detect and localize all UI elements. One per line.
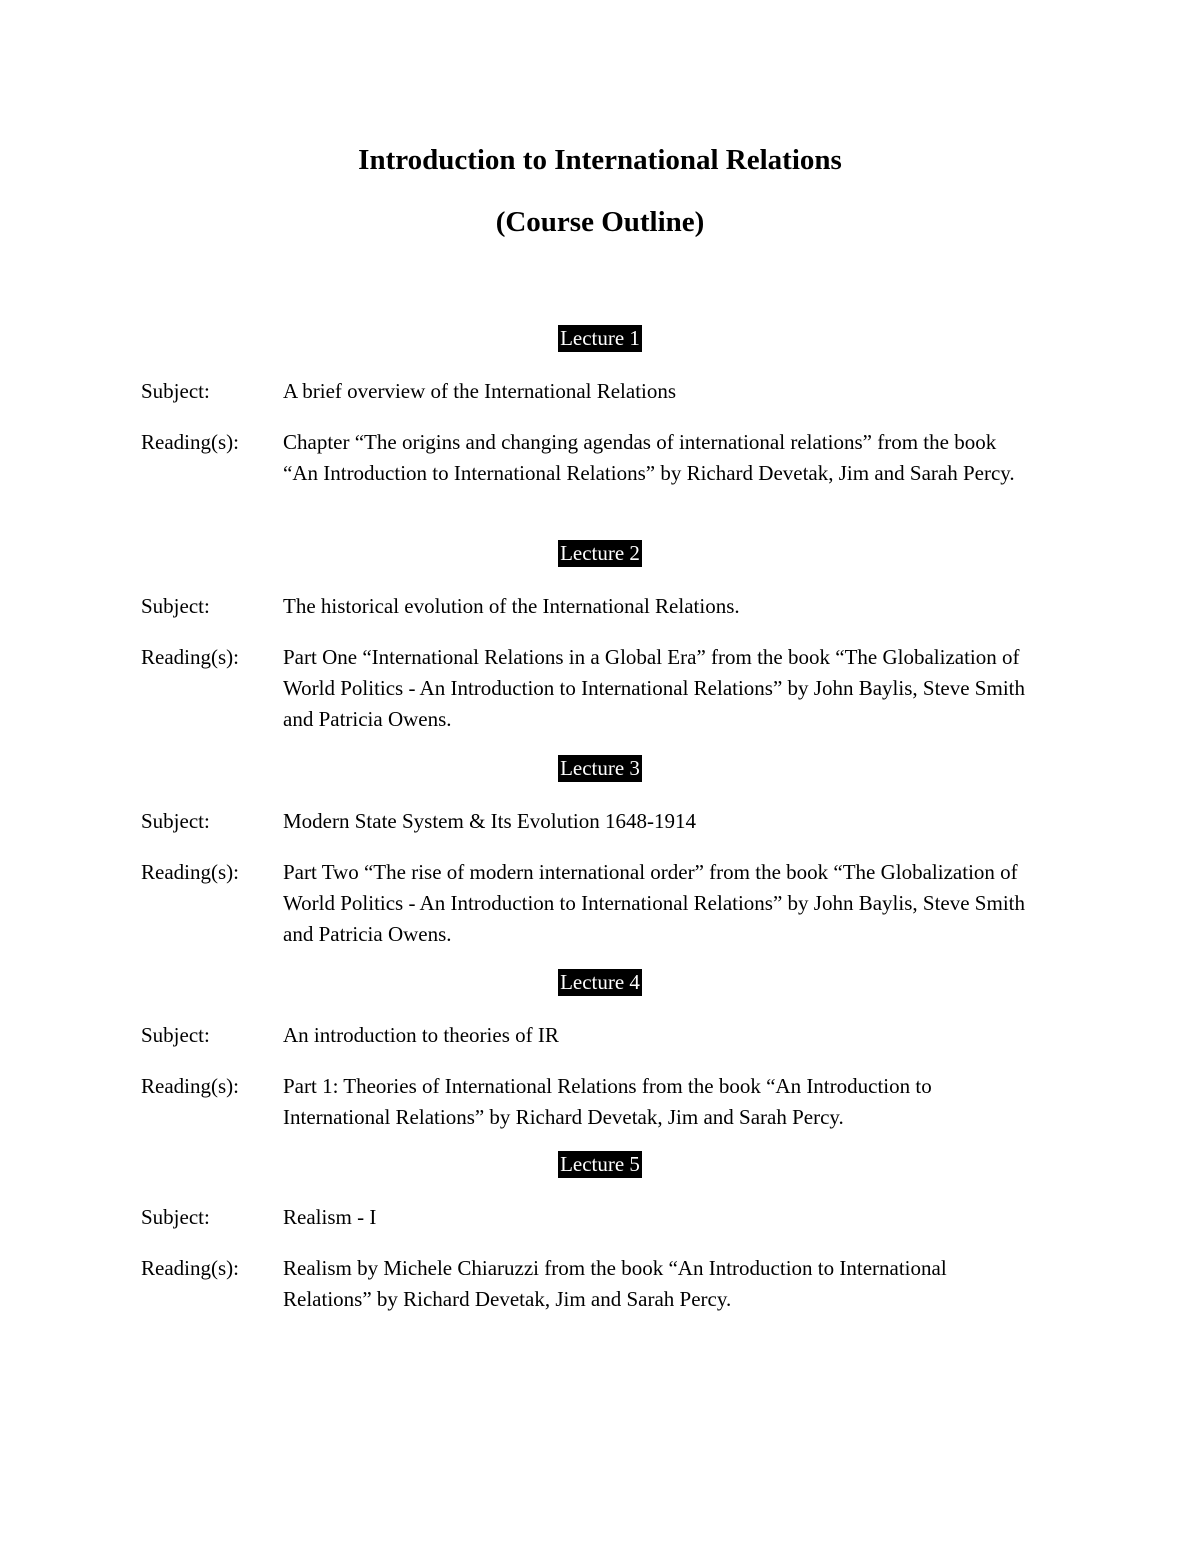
readings-row [141,427,1041,489]
subject-label: Subject: [141,809,210,833]
subject-value: Realism - I [283,1205,377,1229]
subject-row [141,591,1041,622]
lecture-heading-label: Lecture 2 [560,541,640,565]
lecture-section-4 [141,969,1041,1133]
subject-label: Subject: [141,594,210,618]
subject-row [141,376,1041,407]
lecture-heading-label: Lecture 4 [560,970,640,994]
readings-row [141,1253,1041,1315]
readings-value: Part 1: Theories of International Relations from the book “An Introduction to International Relations” by Richard Devetak, Jim and Sarah Percy. [283,1074,932,1129]
lecture-heading-label: Lecture 1 [560,326,640,350]
lecture-heading [0,1151,1200,1181]
document-subtitle: (Course Outline) [495,206,705,238]
subject-value: Modern State System & Its Evolution 1648-1914 [283,809,696,833]
readings-value: Part Two “The rise of modern international order” from the book “The Globalization of World Politics - An Introduction to International Relations” by John Baylis, Steve Smith and Patricia Owens. [283,860,1025,946]
readings-label: Reading(s): [141,645,239,669]
subject-value: An introduction to theories of IR [283,1023,559,1047]
lecture-heading [0,755,1200,785]
lecture-section-1 [141,325,1041,489]
subject-label: Subject: [141,1205,210,1229]
lecture-section-2 [141,540,1041,735]
readings-value: Realism by Michele Chiaruzzi from the book “An Introduction to International Relations” by Richard Devetak, Jim and Sarah Percy. [283,1256,947,1311]
document-title: Introduction to International Relations [358,144,842,176]
readings-label: Reading(s): [141,860,239,884]
lecture-section-5 [141,1151,1041,1315]
lecture-section-3 [141,755,1041,950]
lecture-heading [0,325,1200,355]
readings-label: Reading(s): [141,430,239,454]
readings-value: Chapter “The origins and changing agendas of international relations” from the book “An Introduction to International Relations” by Richard Devetak, Jim and Sarah Percy. [283,430,1015,485]
subject-label: Subject: [141,379,210,403]
lecture-heading-label: Lecture 5 [560,1152,640,1176]
lecture-heading-label: Lecture 3 [560,756,640,780]
readings-row [141,642,1041,735]
readings-label: Reading(s): [141,1074,239,1098]
subject-row [141,1020,1041,1051]
readings-label: Reading(s): [141,1256,239,1280]
readings-value: Part One “International Relations in a Global Era” from the book “The Globalization of World Politics - An Introduction to International Relations” by John Baylis, Steve Smith and Patricia Owens. [283,645,1025,731]
subject-value: A brief overview of the International Relations [283,379,677,403]
lecture-heading [0,540,1200,570]
subject-label: Subject: [141,1023,210,1047]
subject-row [141,806,1041,837]
readings-row [141,1071,1041,1133]
lecture-heading [0,969,1200,999]
readings-row [141,857,1041,950]
subject-row [141,1202,1041,1233]
subject-value: The historical evolution of the International Relations. [283,594,740,618]
